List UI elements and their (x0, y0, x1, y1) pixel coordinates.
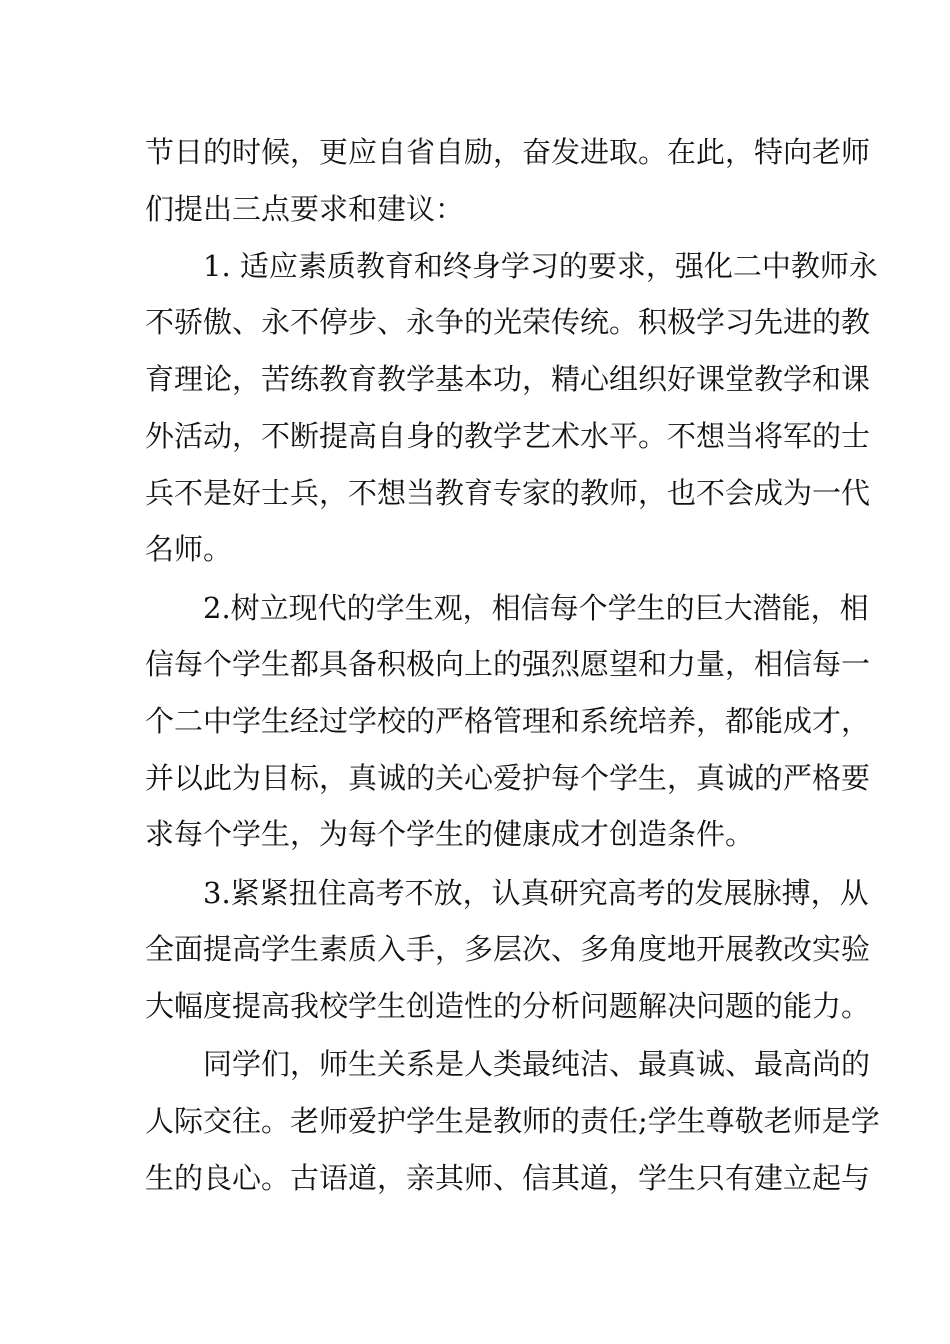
text-line: 兵不是好士兵，不想当教育专家的教师，也不会成为一代 (145, 476, 871, 510)
text-line: 育理论，苦练教育教学基本功，精心组织好课堂教学和课 (145, 362, 871, 396)
text-line: 节日的时候，更应自省自励，奋发进取。在此，特向老师 (145, 135, 871, 169)
text-line: 3.紧紧扭住高考不放，认真研究高考的发展脉搏，从 (203, 876, 869, 910)
text-line: 大幅度提高我校学生创造性的分析问题解决问题的能力。 (145, 989, 871, 1023)
text-line: 生的良心。古语道，亲其师、信其道，学生只有建立起与 (145, 1161, 871, 1195)
text-line: 全面提高学生素质入手，多层次、多角度地开展教改实验 (145, 932, 871, 966)
text-line: 名师。 (145, 532, 233, 566)
text-line: 们提出三点要求和建议： (145, 192, 465, 226)
text-line: 2.树立现代的学生观，相信每个学生的巨大潜能，相 (203, 591, 869, 625)
text-line: 个二中学生经过学校的严格管理和系统培养，都能成才， (145, 704, 871, 738)
text-line: 1. 适应素质教育和终身学习的要求，强化二中教师永 (203, 249, 878, 283)
text-line: 信每个学生都具备积极向上的强烈愿望和力量，相信每一 (145, 647, 871, 681)
text-line: 人际交往。老师爱护学生是教师的责任;学生尊敬老师是学 (145, 1104, 880, 1138)
text-line: 并以此为目标，真诚的关心爱护每个学生，真诚的严格要 (145, 761, 871, 795)
text-line: 求每个学生，为每个学生的健康成才创造条件。 (145, 817, 755, 851)
text-line: 外活动，不断提高自身的教学艺术水平。不想当将军的士 (145, 419, 871, 453)
text-line: 同学们，师生关系是人类最纯洁、最真诚、最高尚的 (203, 1047, 871, 1081)
text-line: 不骄傲、永不停步、永争的光荣传统。积极学习先进的教 (145, 305, 871, 339)
